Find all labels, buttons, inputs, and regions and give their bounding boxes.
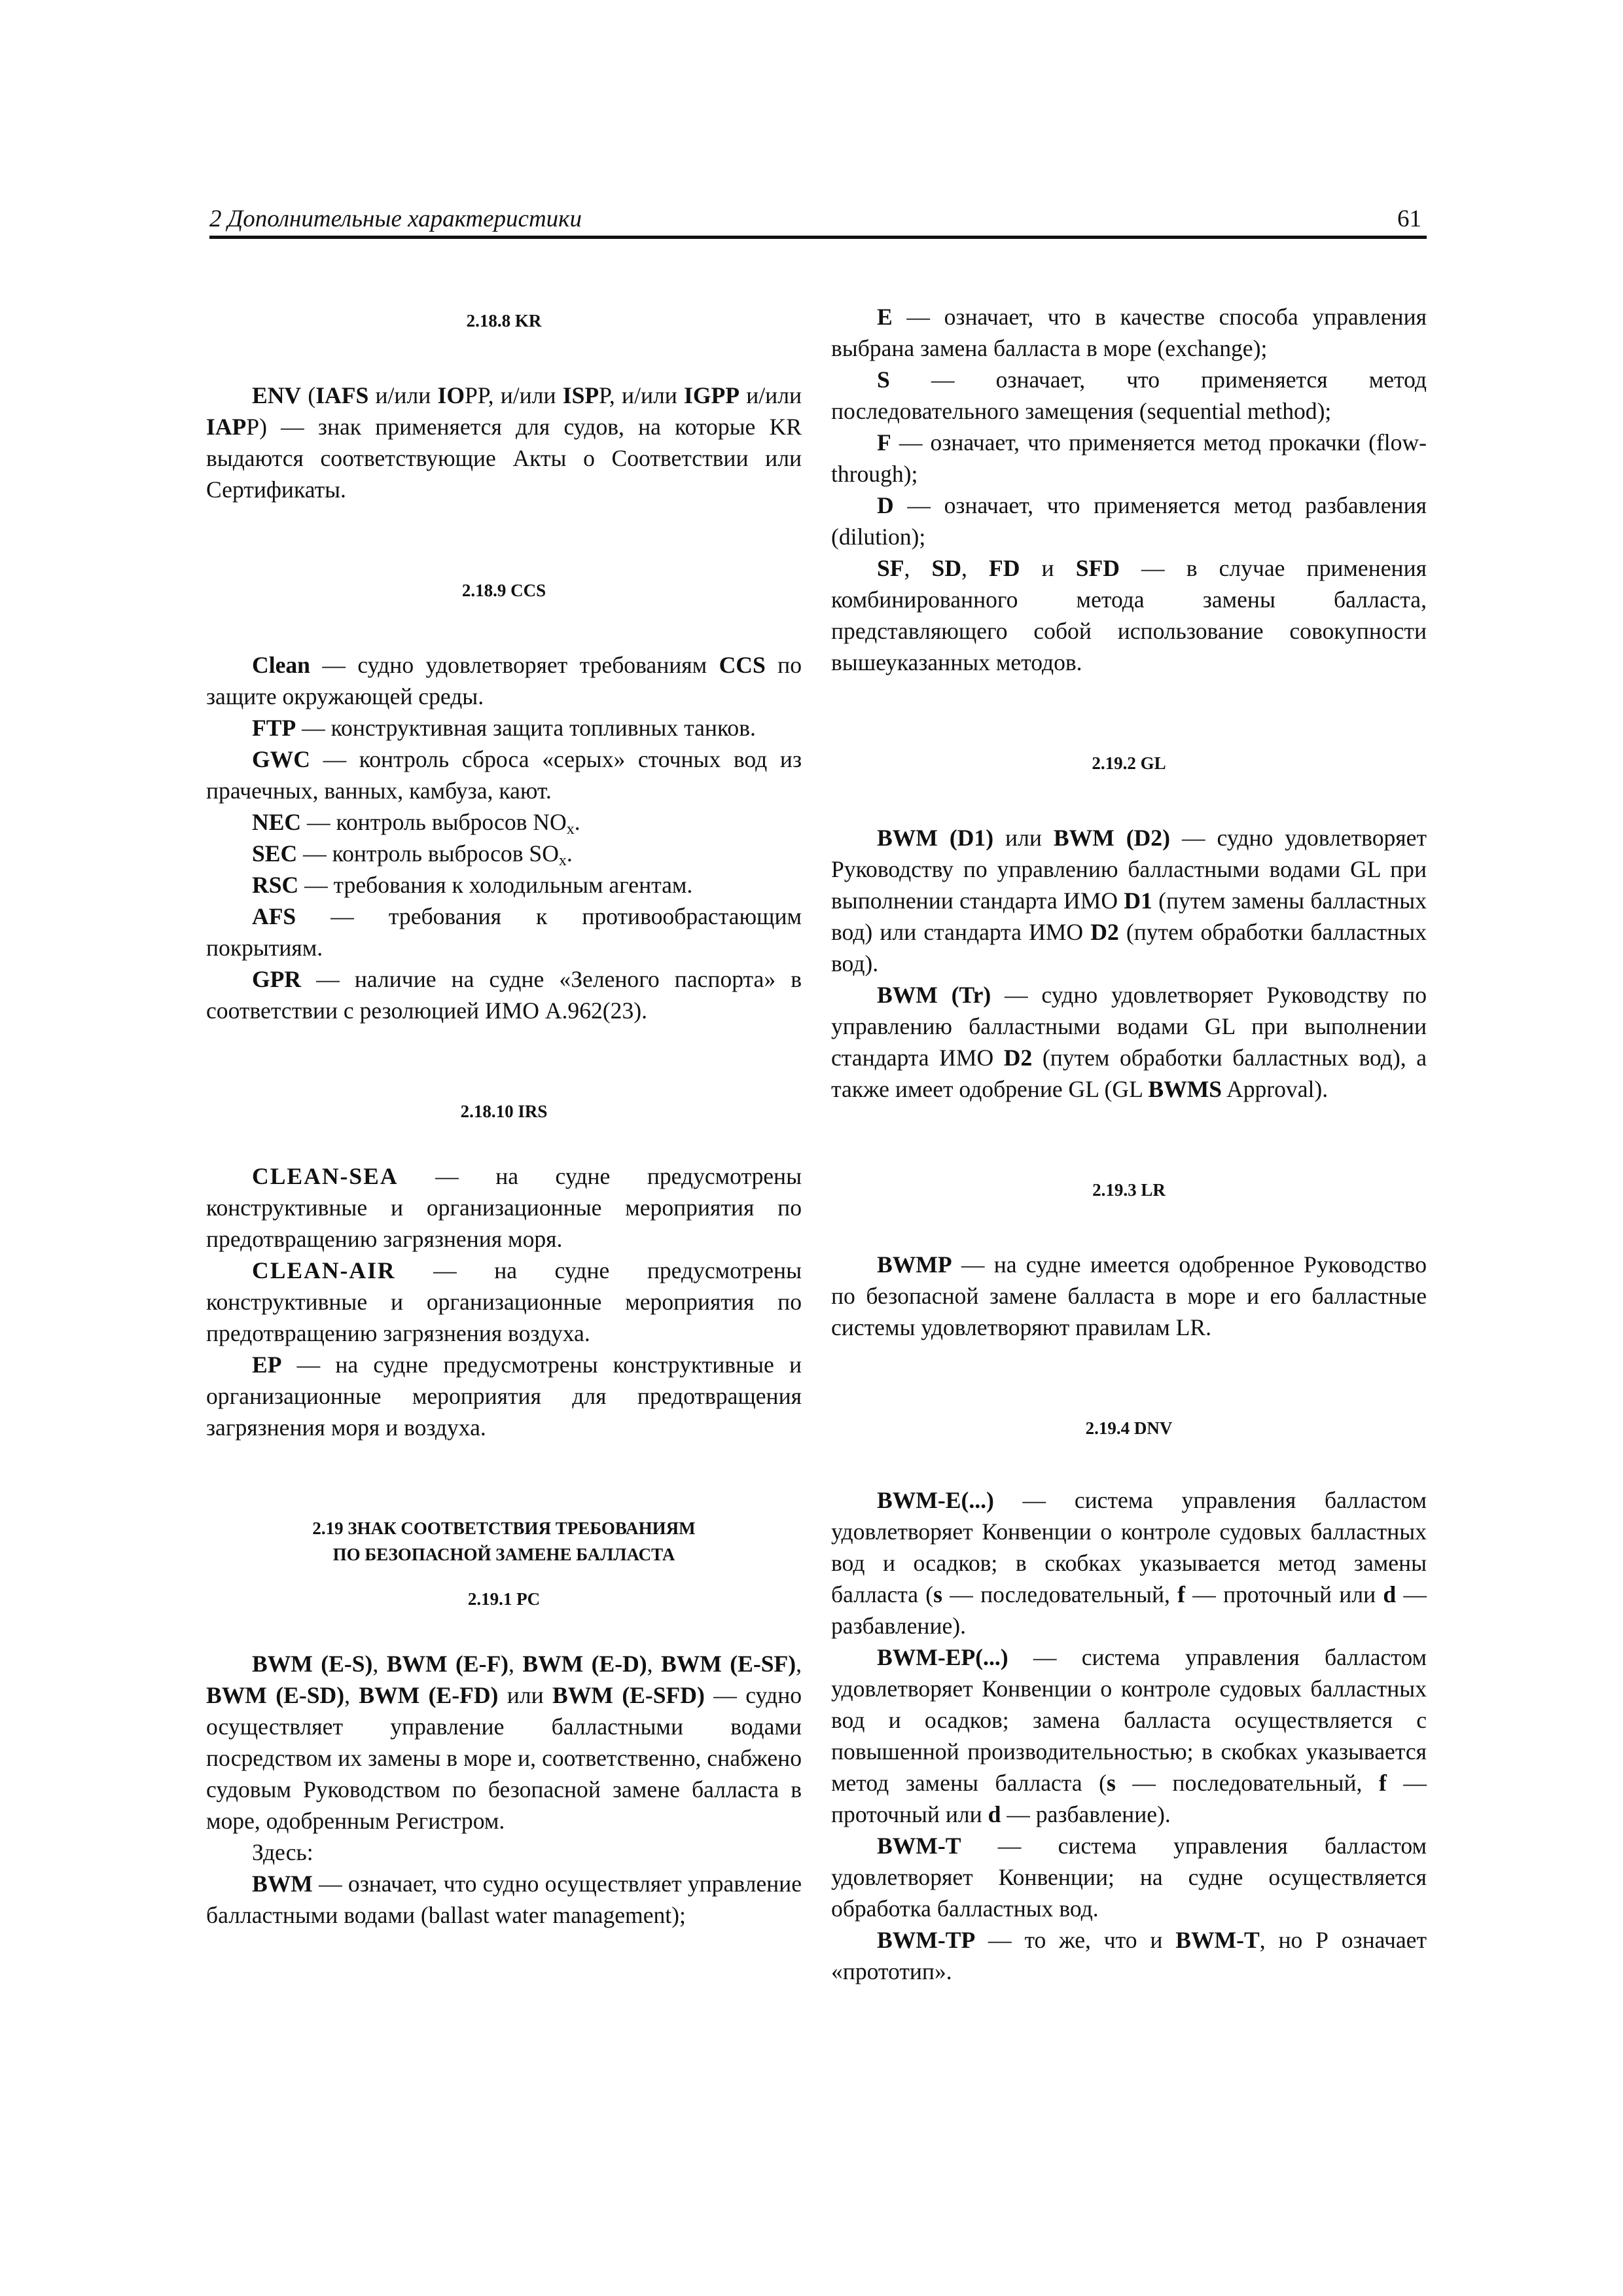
lr-bwmp: BWMP — на судне имеется одобренное Руководство по безопасной замене балласта в море и его балластные системы удовлетворяют правилам LR. bbox=[831, 1251, 1427, 1340]
heading-2-19-line2: ПО БЕЗОПАСНОЙ ЗАМЕНЕ БАЛЛАСТА bbox=[332, 1545, 675, 1564]
section-heading-pc: 2.19.1 PC bbox=[467, 1589, 541, 1609]
running-title: 2 Дополнительные характеристики bbox=[209, 206, 582, 232]
pc-here: Здесь: bbox=[252, 1839, 313, 1865]
def-f: F — означает, что применяется метод прокачки (flow-through); bbox=[831, 429, 1427, 487]
def-combined: SF, SD, FD и SFD — в случае применения комбинированного метода замены балласта, представляющего собой использование совокупности вышеуказанных методов. bbox=[831, 555, 1427, 675]
section-heading-kr: 2.18.8 KR bbox=[466, 311, 542, 331]
ccs-nec: NEC — контроль выбросов $NO_x$. bbox=[252, 809, 580, 838]
ccs-gpr: GPR — наличие на судне «Зеленого паспорта» в соответствии с резолюцией ИМО А.962(23). bbox=[206, 966, 802, 1024]
section-heading-irs: 2.18.10 IRS bbox=[460, 1102, 548, 1121]
page-number: 61 bbox=[1397, 206, 1421, 232]
section-heading-ccs: 2.18.9 CCS bbox=[461, 581, 546, 600]
page-header bbox=[209, 196, 1427, 239]
section-heading-lr: 2.19.3 LR bbox=[1092, 1180, 1166, 1200]
section-heading-gl: 2.19.2 GL bbox=[1092, 753, 1166, 773]
right-column bbox=[831, 301, 1427, 1987]
kr-env-paragraph: ENV (IAFS и/или IOPP, и/или ISPP, и/или IGPP и/или IAPP) — знак применяется для судов, на которые KR выдаются соответствующие Акты о Соответствии или Сертификаты. bbox=[206, 382, 802, 503]
ccs-rsc: RSC — требования к холодильным агентам. bbox=[252, 872, 693, 898]
left-column bbox=[206, 301, 802, 1931]
ccs-ftp: FTP — конструктивная защита топливных танков. bbox=[252, 715, 756, 741]
def-e: E — означает, что в качестве способа управления выбрана замена балласта в море (exchange); bbox=[831, 304, 1427, 361]
ccs-gwc: GWC — контроль сброса «серых» сточных вод из прачечных, ванных, камбуза, кают. bbox=[206, 746, 802, 804]
dnv-bwm-t: BWM-T — система управления балластом удовлетворяет Конвенции; на судне осуществляется обработка балластных вод. bbox=[831, 1833, 1427, 1922]
irs-clean-sea: CLEAN-SEA — на судне предусмотрены конструктивные и организационные мероприятия по предотвращению загрязнения моря. bbox=[206, 1163, 802, 1252]
gl-bwm-d1-d2: BWM (D1) или BWM (D2) — судно удовлетворяет Руководству по управлению балластными водами GL при выполнении стандарта ИМО D1 (путем замены балластных вод) или стандарта ИМО D2 (путем обработки балластных вод). bbox=[831, 825, 1427, 977]
irs-clean-air: CLEAN-AIR — на судне предусмотрены конструктивные и организационные мероприятия по предотвращению загрязнения воздуха. bbox=[206, 1257, 802, 1346]
section-heading-2-19 bbox=[206, 1515, 802, 1568]
dnv-bwm-e: BWM-E(...) — система управления балластом удовлетворяет Конвенции о контроле судовых балластных вод и осадков; в скобках указывается метод замены балласта (s — последовательный, f — проточный или d — разбавление). bbox=[831, 1487, 1427, 1639]
pc-bwm-list: BWM (E-S), BWM (E-F), BWM (E-D), BWM (E-SF), BWM (E-SD), BWM (E-FD) или BWM (E-SFD) — судно осуществляет управление балластными водами посредством их замены в море и, соответственно, снабжено судовым Руководством по безопасной замене балласта в море, одобренным Регистром. bbox=[206, 1651, 802, 1834]
ccs-afs: AFS — требования к противообрастающим покрытиям. bbox=[206, 903, 802, 961]
pc-bwm-definition: BWM — означает, что судно осуществляет управление балластными водами (ballast water management); bbox=[206, 1871, 802, 1928]
ccs-sec: SEC — контроль выбросов $SO_x$. bbox=[252, 840, 573, 869]
section-heading-dnv: 2.19.4 DNV bbox=[1085, 1418, 1173, 1438]
def-d: D — означает, что применяется метод разбавления (dilution); bbox=[831, 492, 1427, 550]
def-s: S — означает, что применяется метод последовательного замещения (sequential method); bbox=[831, 367, 1427, 424]
dnv-bwm-ep: BWM-EP(...) — система управления балластом удовлетворяет Конвенции о контроле судовых балластных вод и осадков; замена балласта осуществляется с повышенной производительностью; в скобках указывается метод замены балласта (s — последовательный, f — проточный или d — разбавление). bbox=[831, 1644, 1427, 1827]
gl-bwm-tr: BWM (Tr) — судно удовлетворяет Руководству по управлению балластными водами GL при выполнении стандарта ИМО D2 (путем обработки балластных вод), а также имеет одобрение GL (GL BWMS Approval). bbox=[831, 982, 1427, 1102]
dnv-bwm-tp: BWM-TP — то же, что и BWM-T, но Р означает «прототип». bbox=[831, 1927, 1427, 1984]
irs-ep: EP — на судне предусмотрены конструктивные и организационные мероприятия для предотвращения загрязнения моря и воздуха. bbox=[206, 1352, 802, 1441]
heading-2-19-line1: 2.19 ЗНАК СООТВЕТСТВИЯ ТРЕБОВАНИЯМ bbox=[312, 1518, 696, 1538]
ccs-clean: Clean — судно удовлетворяет требованиям CCS по защите окружающей среды. bbox=[206, 652, 802, 709]
